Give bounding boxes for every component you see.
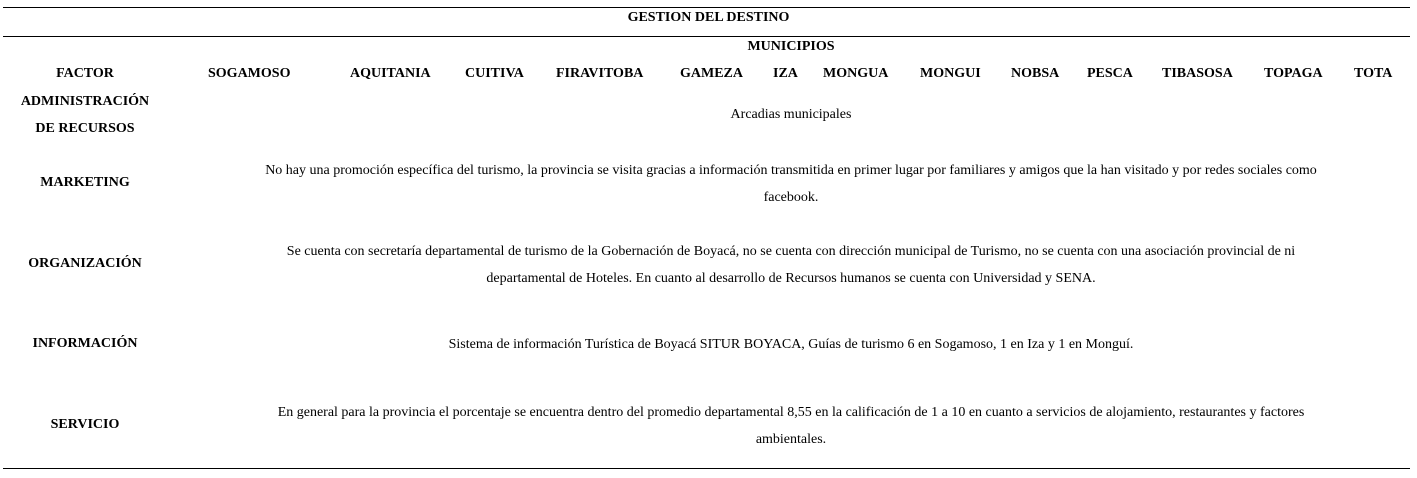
content-line: En general para la provincia el porcentaje se encuentra dentro del promedio departamental 8,55 en la calificación de 1 a 10 en cuanto a servicios de alojamiento, restaurantes y factores xyxy=(277,405,1305,420)
factor-line: INFORMACIÓN xyxy=(32,336,138,351)
factor-line: ADMINISTRACIÓN xyxy=(20,94,150,109)
municipio-header: TIBASOSA xyxy=(1162,66,1233,81)
content-line: No hay una promoción específica del turismo, la provincia se visita gracias a información transmitida en primer lugar por familiares y amigos que la han visitado y por redes sociales como xyxy=(265,163,1317,178)
municipio-header: CUITIVA xyxy=(465,66,524,81)
municipio-header: TOTA xyxy=(1354,66,1393,81)
content-line: Se cuenta con secretaría departamental de turismo de la Gobernación de Boyacá, no se cuenta con dirección municipal de Turismo, no se cuenta con una asociación provincial de ni xyxy=(286,244,1296,259)
municipio-header: IZA xyxy=(773,66,798,81)
factor-line: ORGANIZACIÓN xyxy=(28,256,142,271)
municipio-header: GAMEZA xyxy=(680,66,743,81)
content-line: facebook. xyxy=(763,190,819,205)
municipio-header: NOBSA xyxy=(1011,66,1060,81)
content-marketing xyxy=(180,157,1402,211)
municipios-header: MUNICIPIOS xyxy=(747,39,835,54)
municipio-header: MONGUI xyxy=(920,66,981,81)
factor-line: DE RECURSOS xyxy=(35,121,135,136)
factor-line: MARKETING xyxy=(40,175,130,190)
factor-marketing xyxy=(0,169,173,196)
content-line: ambientales. xyxy=(755,432,827,447)
content-line: Sistema de información Turística de Boyacá SITUR BOYACA, Guías de turismo 6 en Sogamoso, 1 en Iza y 1 en Monguí. xyxy=(448,337,1134,352)
municipio-header: PESCA xyxy=(1087,66,1133,81)
municipio-header: SOGAMOSO xyxy=(208,66,291,81)
municipio-header: MONGUA xyxy=(823,66,889,81)
content-administracion xyxy=(180,101,1402,128)
municipio-header: AQUITANIA xyxy=(350,66,431,81)
content-organizacion xyxy=(180,238,1402,292)
content-informacion xyxy=(180,331,1402,358)
factor-header: FACTOR xyxy=(56,66,114,81)
content-servicio xyxy=(180,399,1402,453)
table-title: GESTION DEL DESTINO xyxy=(627,10,790,25)
content-line: Arcadias municipales xyxy=(730,107,852,122)
factor-administracion xyxy=(0,88,173,142)
factor-line: SERVICIO xyxy=(50,417,120,432)
municipio-header: FIRAVITOBA xyxy=(556,66,644,81)
table-bottom-rule xyxy=(3,468,1410,469)
factor-informacion xyxy=(0,330,173,357)
factor-servicio xyxy=(0,411,173,438)
municipio-header: TOPAGA xyxy=(1264,66,1323,81)
content-line: departamental de Hoteles. En cuanto al desarrollo de Recursos humanos se cuenta con Universidad y SENA. xyxy=(486,271,1096,286)
factor-organizacion xyxy=(0,250,173,277)
